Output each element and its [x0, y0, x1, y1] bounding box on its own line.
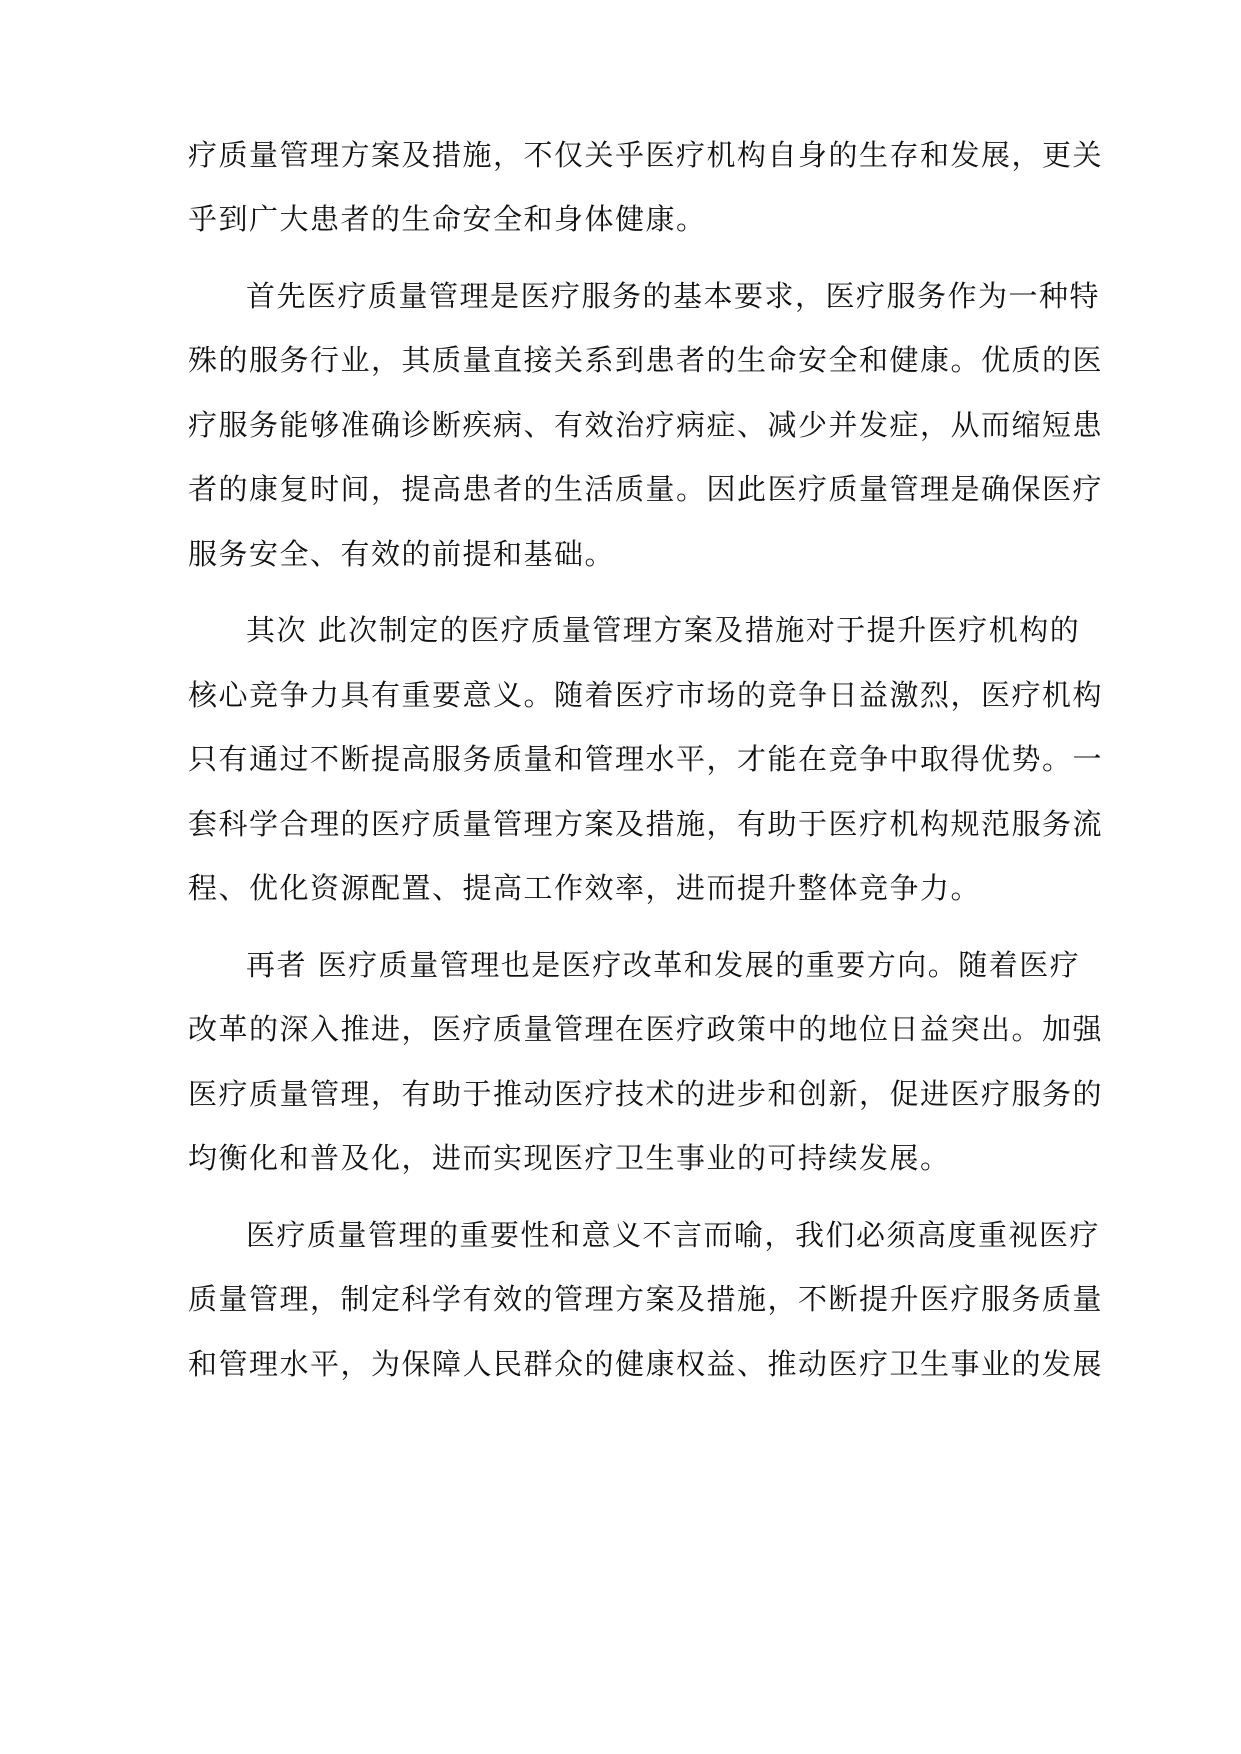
text-line: 只有通过不断提高服务质量和管理水平，才能在竞争中取得优势。一	[188, 742, 1104, 776]
text-line: 疗质量管理方案及措施，不仅关乎医疗机构自身的生存和发展，更关	[188, 138, 1104, 172]
text-line: 者的康复时间，提高患者的生活质量。因此医疗质量管理是确保医疗	[188, 472, 1104, 506]
text-line: 质量管理，制定科学有效的管理方案及措施，不断提升医疗服务质量	[188, 1282, 1104, 1316]
paragraph-first-line: 医疗质量管理的重要性和意义不言而喻，我们必须高度重视医疗	[246, 1218, 1101, 1252]
text-line: 和管理水平，为保障人民群众的健康权益、推动医疗卫生事业的发展	[188, 1347, 1104, 1381]
text-line: 均衡化和普及化，进而实现医疗卫生事业的可持续发展。	[188, 1141, 951, 1175]
text-line: 疗服务能够准确诊断疾病、有效治疗病症、减少并发症，从而缩短患	[188, 408, 1104, 442]
text-line: 乎到广大患者的生命安全和身体健康。	[188, 202, 707, 236]
text-line: 服务安全、有效的前提和基础。	[188, 537, 616, 571]
paragraph-first-line: 其次 此次制定的医疗质量管理方案及措施对于提升医疗机构的	[246, 613, 1081, 647]
paragraph-first-line: 再者 医疗质量管理也是医疗改革和发展的重要方向。随着医疗	[246, 948, 1081, 982]
paragraph-first-line: 首先医疗质量管理是医疗服务的基本要求，医疗服务作为一种特	[246, 279, 1101, 313]
text-line: 改革的深入推进，医疗质量管理在医疗政策中的地位日益突出。加强	[188, 1012, 1104, 1046]
text-line: 殊的服务行业，其质量直接关系到患者的生命安全和健康。优质的医	[188, 343, 1104, 377]
text-line: 套科学合理的医疗质量管理方案及措施，有助于医疗机构规范服务流	[188, 807, 1104, 841]
text-line: 医疗质量管理，有助于推动医疗技术的进步和创新，促进医疗服务的	[188, 1077, 1104, 1111]
text-line: 程、优化资源配置、提高工作效率，进而提升整体竞争力。	[188, 871, 982, 905]
text-line: 核心竞争力具有重要意义。随着医疗市场的竞争日益激烈，医疗机构	[188, 678, 1104, 712]
